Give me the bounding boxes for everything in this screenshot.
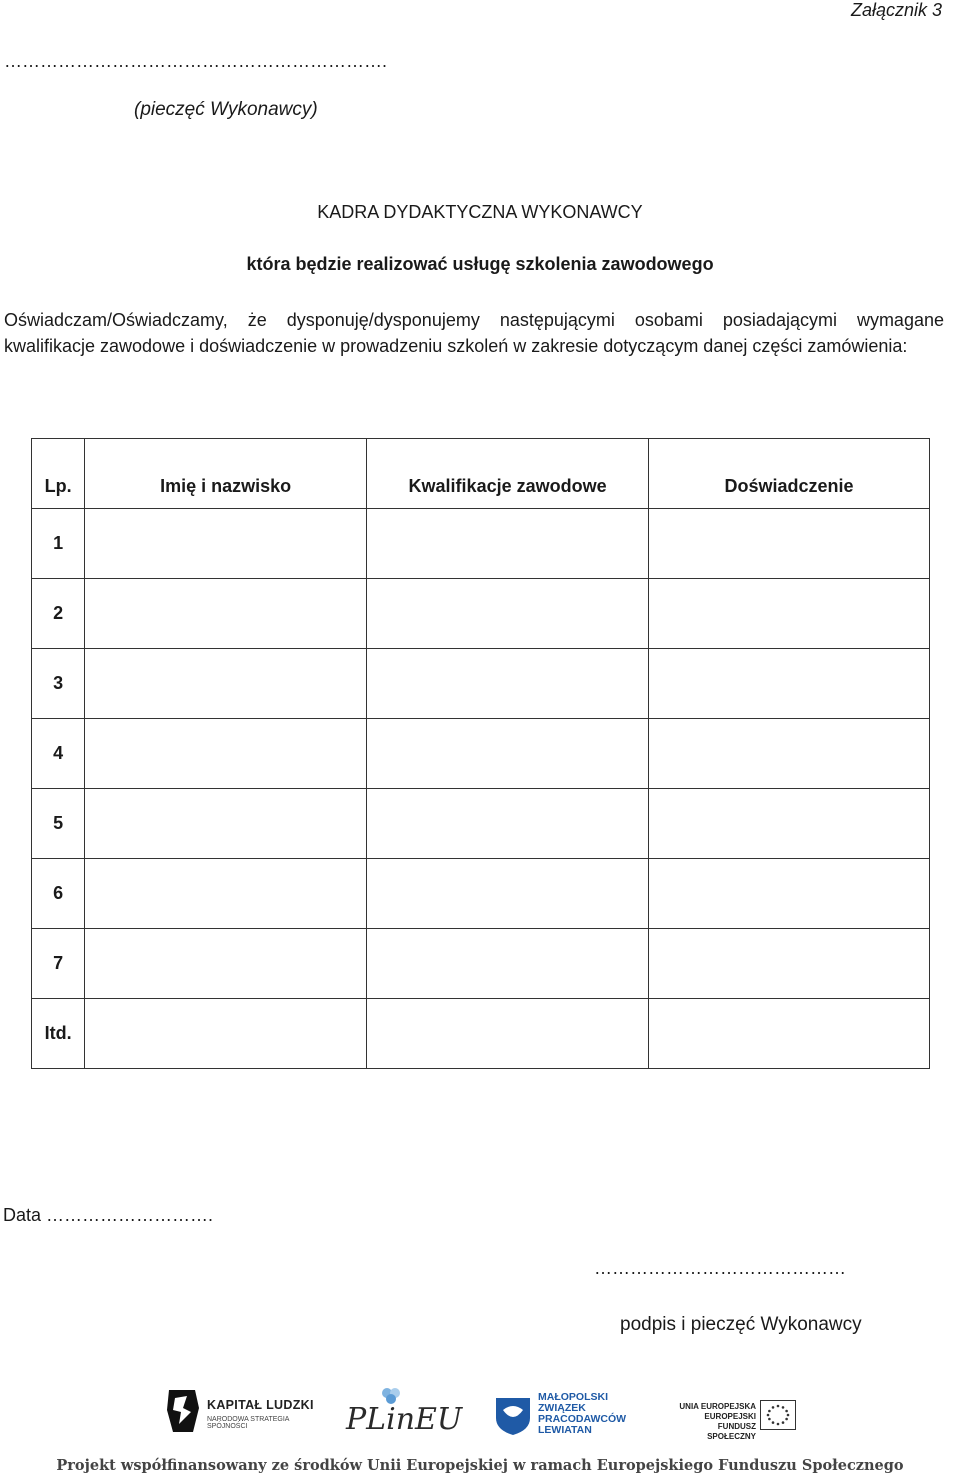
lewiatan-logo (494, 1391, 627, 1442)
name-cell[interactable] (85, 999, 367, 1069)
plineu-logo (346, 1386, 462, 1442)
eu-flag-icon (760, 1400, 796, 1430)
experience-cell[interactable] (649, 999, 930, 1069)
header-experience: Doświadczenie (649, 439, 930, 509)
name-cell[interactable] (85, 579, 367, 649)
table-row (32, 999, 930, 1069)
qualifications-cell[interactable] (367, 509, 649, 579)
header-lp: Lp. (32, 439, 85, 509)
name-cell[interactable] (85, 929, 367, 999)
name-cell[interactable] (85, 509, 367, 579)
eu-text (674, 1402, 756, 1442)
table-row (32, 719, 930, 789)
eu-line-3: FUNDUSZ SPOŁECZNY (707, 1422, 756, 1441)
qualifications-cell[interactable] (367, 859, 649, 929)
lewiatan-line-1: MAŁOPOLSKI (538, 1391, 608, 1403)
row-number: 6 (32, 859, 85, 929)
row-number: Itd. (32, 999, 85, 1069)
funding-note: Projekt współfinansowany ze środków Unii Europejskiej w ramach Europejskiego Funduszu Społecznego (56, 1457, 904, 1474)
attachment-label: Załącznik 3 (850, 0, 942, 20)
qualifications-cell[interactable] (367, 719, 649, 789)
header-name: Imię i nazwisko (85, 439, 367, 509)
qualifications-cell[interactable] (367, 789, 649, 859)
kapital-ludzki-text: KAPITAŁ LUDZKI (207, 1398, 314, 1412)
table-row (32, 929, 930, 999)
lewiatan-line-3: PRACODAWCÓW (538, 1413, 627, 1425)
row-number: 1 (32, 509, 85, 579)
stamp-placeholder-dots: ………………………………………………………. (4, 51, 388, 71)
staff-table (31, 438, 930, 1069)
document-title: KADRA DYDAKTYCZNA WYKONAWCY (317, 202, 643, 222)
name-cell[interactable] (85, 719, 367, 789)
name-cell[interactable] (85, 859, 367, 929)
table-row (32, 579, 930, 649)
eu-line-1: UNIA EUROPEJSKA (679, 1402, 756, 1411)
header-qualifications: Kwalifikacje zawodowe (367, 439, 649, 509)
stamp-label: (pieczęć Wykonawcy) (134, 99, 318, 120)
date-field: Data ………………………. (3, 1205, 214, 1225)
table-row (32, 789, 930, 859)
row-number: 5 (32, 789, 85, 859)
kapital-ludzki-subtext: NARODOWA STRATEGIA SPÓJNOŚCI (207, 1416, 290, 1430)
eu-line-2: EUROPEJSKI (704, 1412, 756, 1421)
lewiatan-line-2: ZWIĄZEK (538, 1402, 586, 1414)
qualifications-cell[interactable] (367, 579, 649, 649)
lewiatan-line-4: LEWIATAN (538, 1424, 592, 1436)
plineu-text: PLinEU (346, 1402, 463, 1437)
experience-cell[interactable] (649, 929, 930, 999)
name-cell[interactable] (85, 649, 367, 719)
row-number: 3 (32, 649, 85, 719)
experience-cell[interactable] (649, 719, 930, 789)
document-subtitle: która będzie realizować usługę szkolenia zawodowego (246, 254, 714, 274)
declaration-text: Oświadczam/Oświadczamy, że dysponuję/dysponujemy następującymi osobami posiadającymi wymagane kwalifikacje zawodowe i doświadczenie w prowadzeniu szkoleń w zakresie dotyczącym danej części zamówienia: (4, 310, 944, 356)
row-number: 2 (32, 579, 85, 649)
qualifications-cell[interactable] (367, 649, 649, 719)
experience-cell[interactable] (649, 579, 930, 649)
signature-label: podpis i pieczęć Wykonawcy (620, 1314, 862, 1335)
kapital-ludzki-emblem-icon (165, 1388, 201, 1434)
logo-strip (0, 1380, 960, 1450)
experience-cell[interactable] (649, 789, 930, 859)
experience-cell[interactable] (649, 509, 930, 579)
name-cell[interactable] (85, 789, 367, 859)
kapital-ludzki-logo (165, 1388, 315, 1438)
experience-cell[interactable] (649, 859, 930, 929)
eu-logo (674, 1400, 798, 1440)
table-row (32, 509, 930, 579)
qualifications-cell[interactable] (367, 929, 649, 999)
experience-cell[interactable] (649, 649, 930, 719)
row-number: 4 (32, 719, 85, 789)
qualifications-cell[interactable] (367, 999, 649, 1069)
lewiatan-text (538, 1392, 626, 1436)
table-header-row (32, 439, 930, 509)
lewiatan-shield-icon (494, 1394, 532, 1436)
table-row (32, 649, 930, 719)
table-row (32, 859, 930, 929)
row-number: 7 (32, 929, 85, 999)
signature-dots: …………………………………… (594, 1258, 846, 1278)
